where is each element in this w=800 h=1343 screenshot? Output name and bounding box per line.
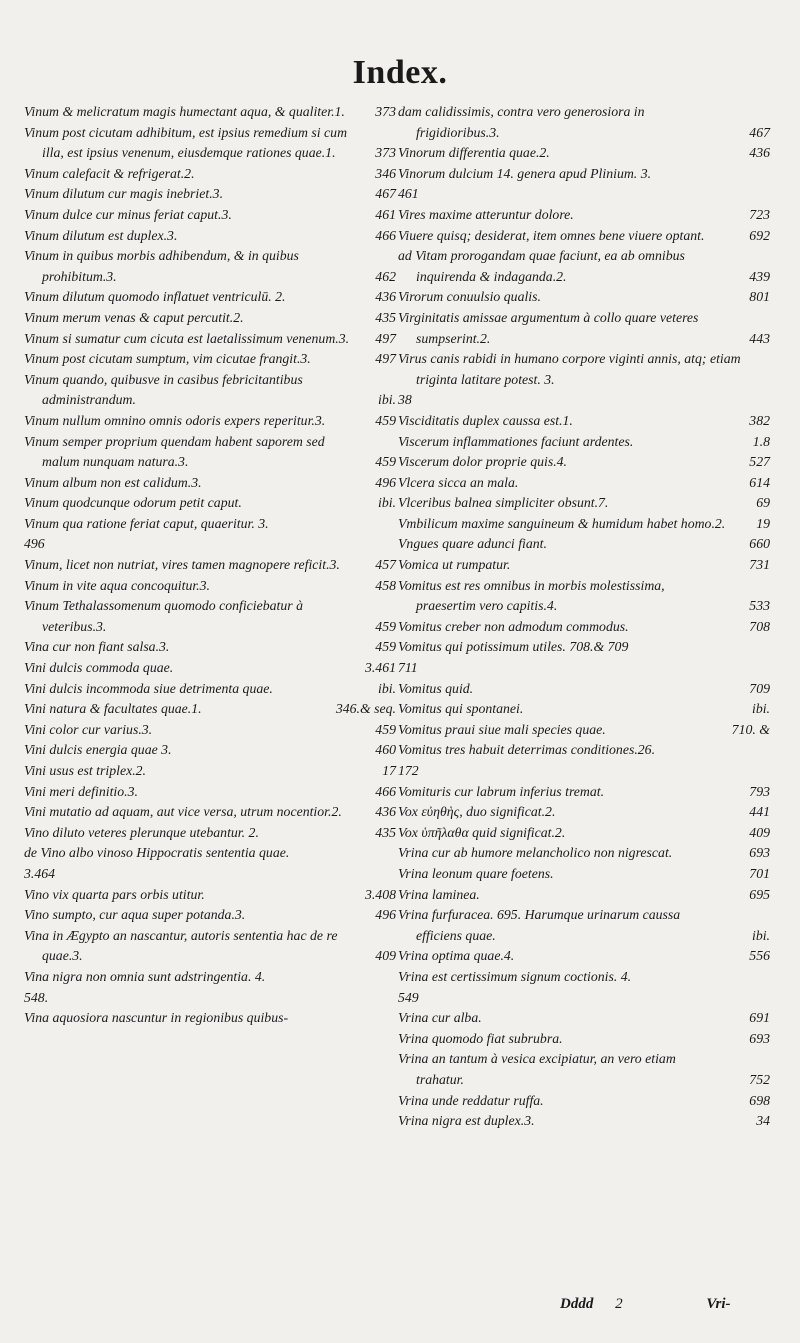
entry-page-ref: 17 [382,763,396,778]
entry-page-ref: 497 [375,351,396,367]
entry-text: de Vino albo vinoso Hippocratis sententia quae. [24,845,290,861]
index-entry [24,246,396,287]
index-entry [398,1029,770,1050]
index-entry [398,473,770,494]
entry-text: Vino vix quarta pars orbis utitur. [24,886,205,902]
entry-text: Vrina leonum quare foetens. [398,865,554,881]
entry-text: ad Vitam prorogandam quae faciunt, ea ab omnibus inquirenda & indaganda.2. [398,248,685,284]
entry-text: Viscerum inflammationes faciunt ardentes. [398,433,634,449]
index-entry [398,885,770,906]
entry-page-ref: 723 [749,206,770,222]
entry-text: Vomituris cur labrum inferius tremat. [398,783,605,799]
entry-text: Vinum, licet non nutriat, vires tamen magnopere reficit.3. [24,557,340,573]
index-entry [24,740,396,761]
index-entry [398,576,770,617]
index-entry [24,123,396,164]
entry-text: Vlceribus balnea simpliciter obsunt.7. [398,495,609,511]
entry-text: Vinum si sumatur cum cicuta est laetalissimum venenum.3. [24,330,350,346]
entry-page-ref: 373 [375,145,396,161]
entry-page-ref: 3.408 [364,886,396,902]
entry-page-ref: 461 [398,186,419,202]
entry-text: Vina aquosiora nascuntur in regionibus quibus- [24,1010,289,1026]
entry-page-ref: 346.& seq. [335,701,396,717]
index-entry [24,576,396,597]
entry-page-ref: 467 [375,186,396,202]
entry-page-ref: 435 [375,824,396,840]
index-entry [398,432,770,453]
signature-mark: Dddd [560,1296,594,1312]
entry-text: Vinum nullum omnino omnis odoris expers reperitur.3. [24,412,326,428]
entry-page-ref: 466 [375,227,396,243]
entry-page-ref: 496 [375,907,396,923]
index-entry [24,370,396,411]
index-entry [24,843,396,884]
entry-text: Vrina est certissimum signum coctionis. 4. [398,968,632,984]
index-column-left [24,102,396,1029]
entry-page-ref: 698 [749,1092,770,1108]
index-entry [24,905,396,926]
index-entry [24,226,396,247]
index-entry [398,905,770,946]
index-entry [24,102,396,123]
index-entry [24,184,396,205]
entry-text: Vini dulcis commoda quae. [24,660,174,676]
entry-page-ref: 462 [375,268,396,284]
entry-page-ref: 695 [749,886,770,902]
entry-page-ref: 34 [756,1113,770,1129]
entry-text: Vinum qua ratione feriat caput, quaeritur. 3. [24,515,269,531]
index-entry [398,1111,770,1132]
catchword: Vri- [706,1296,731,1312]
index-entry [398,802,770,823]
index-entry [398,308,770,349]
entry-page-ref: 496 [375,474,396,490]
index-entry [398,1008,770,1029]
entry-text: Vrina quomodo fiat subrubra. [398,1030,563,1046]
entry-text: Vina in Ægypto an nascantur, autoris sententia hac de re quae.3. [24,927,338,964]
entry-text: Vrina furfuracea. 695. Harumque urinarum caussa efficiens quae. [398,907,681,943]
entry-text: Vox εὐηθὴς, duo significat.2. [398,804,556,820]
index-entry [24,596,396,637]
index-entry [24,329,396,350]
signature-number: 2 [615,1296,623,1312]
entry-page-ref: 710. & [731,721,770,737]
index-entry [398,617,770,638]
entry-text: dam calidissimis, contra vero generosiora in frigidioribus.3. [398,104,645,140]
entry-page-ref: 692 [749,227,770,243]
index-entry [24,885,396,906]
index-entry [398,205,770,226]
entry-page-ref: 459 [375,412,396,428]
entry-page-ref: ibi. [377,680,396,696]
entry-page-ref: 459 [375,454,396,470]
entry-page-ref: 711 [398,660,418,676]
entry-text: Vini usus est triplex.2. [24,763,146,778]
index-entry [24,761,396,782]
index-entry [24,514,396,555]
index-entry [24,205,396,226]
entry-page-ref: 549 [398,989,419,1005]
entry-text: Vini dulcis incommoda siue detrimenta quae. [24,680,273,696]
entry-page-ref: 459 [375,721,396,737]
index-entry [398,740,770,781]
entry-text: Virginitatis amissae argumentum à collo quare veteres sumpserint.2. [398,309,699,346]
entry-text: Vina nigra non omnia sunt adstringentia. 4. [24,968,266,984]
entry-page-ref: 436 [375,289,396,305]
entry-page-ref: 459 [375,618,396,634]
entry-text: Vinum calefacit & refrigerat.2. [24,165,195,181]
entry-text: Vinorum differentia quae.2. [398,145,550,161]
entry-text: Vrina nigra est duplex.3. [398,1113,535,1129]
index-entry [24,411,396,432]
index-entry [398,102,770,143]
entry-text: Vrina laminea. [398,886,480,902]
index-entry [24,637,396,658]
entry-text: Vini meri definitio.3. [24,783,138,799]
entry-page-ref: 701 [749,865,770,881]
entry-text: Vinum merum venas & caput percutit.2. [24,309,244,325]
entry-page-ref: 533 [749,598,770,614]
entry-page-ref: 496 [24,536,45,552]
entry-text: Vini color cur varius.3. [24,721,153,737]
entry-page-ref: ibi. [377,495,396,511]
index-entry [24,782,396,803]
index-entry [398,1049,770,1090]
index-entry [398,349,770,411]
index-entry [24,658,396,679]
entry-text: Vomitus quid. [398,680,474,696]
entry-page-ref: 346 [375,165,396,181]
entry-page-ref: 172 [398,763,419,778]
entry-page-ref: 693 [749,845,770,861]
entry-text: Vinum dilutum quomodo inflatuet ventriculū. 2. [24,289,286,305]
index-entry [398,823,770,844]
entry-page-ref: 556 [749,948,770,964]
index-entry [398,699,770,720]
entry-page-ref: 1.8 [752,433,770,449]
entry-text: Vrina an tantum à vesica excipiatur, an vero etiam trahatur. [398,1051,676,1087]
entry-page-ref: ibi. [751,701,770,717]
entry-page-ref: 548. [24,989,49,1005]
index-entry [24,555,396,576]
index-entry [24,926,396,967]
page-title: Index. [352,54,448,91]
entry-text: Vinum Tethalassomenum quomodo conficiebatur à veteribus.3. [24,598,303,634]
entry-text: Vino sumpto, cur aqua super potanda.3. [24,907,246,923]
entry-text: Vinum post cicutam sumptum, vim cicutae frangit.3. [24,351,311,367]
entry-text: Vinum in quibus morbis adhibendum, & in quibus prohibitum.3. [24,248,299,284]
index-entry [398,720,770,741]
index-column-right [398,102,770,1132]
index-entry [398,946,770,967]
index-entry [24,432,396,473]
index-entry [398,287,770,308]
index-entry [24,493,396,514]
entry-text: Vinorum dulcium 14. genera apud Plinium. 3. [398,165,652,181]
index-entry [398,782,770,803]
entry-page-ref: 731 [749,557,770,573]
entry-page-ref: 382 [749,412,770,428]
entry-page-ref: 409 [375,948,396,964]
index-entry [24,802,396,823]
index-entry [24,1008,396,1029]
index-entry [398,493,770,514]
index-entry [398,246,770,287]
entry-page-ref: 436 [375,804,396,820]
entry-text: Vomitus qui spontanei. [398,701,524,717]
entry-text: Vngues quare adunci fiant. [398,536,547,552]
entry-text: Vini mutatio ad aquam, aut vice versa, utrum nocentior.2. [24,804,342,820]
entry-text: Vino diluto veteres plerunque utebantur. 2. [24,824,259,840]
index-entry [398,555,770,576]
entry-text: Vrina unde reddatur ruffa. [398,1092,544,1108]
entry-page-ref: 3.464 [24,865,56,881]
entry-text: Vomitus tres habuit deterrimas conditiones.26. [398,742,656,758]
index-entry [398,967,770,1008]
entry-page-ref: 19 [756,515,770,531]
entry-page-ref: 752 [749,1071,770,1087]
entry-page-ref: 435 [375,309,396,325]
entry-page-ref: 691 [749,1010,770,1026]
entry-text: Vinum dilutum cur magis inebriet.3. [24,186,224,202]
entry-page-ref: 443 [749,330,770,346]
entry-page-ref: 793 [749,783,770,799]
entry-text: Vomitus est res omnibus in morbis molestissima, praesertim vero capitis.4. [398,577,665,614]
entry-text: Vomitus praui siue mali species quae. [398,721,606,737]
entry-page-ref: 660 [749,536,770,552]
entry-text: Vini natura & facultates quae.1. [24,701,202,717]
entry-text: Visciditatis duplex caussa est.1. [398,412,573,428]
entry-page-ref: 439 [749,268,770,284]
index-entry [398,164,770,205]
entry-page-ref: 457 [375,557,396,573]
entry-text: Vomitus creber non admodum commodus. [398,618,629,634]
entry-page-ref: 708 [749,618,770,634]
entry-text: Vomica ut rumpatur. [398,557,511,573]
entry-text: Virorum conuulsio qualis. [398,289,541,305]
entry-page-ref: 409 [749,824,770,840]
entry-page-ref: 3.461 [364,660,396,676]
entry-text: Viscerum dolor proprie quis.4. [398,454,568,470]
entry-page-ref: 527 [749,454,770,470]
index-entry [24,349,396,370]
entry-text: Vrina cur ab humore melancholico non nigrescat. [398,845,673,861]
entry-page-ref: 441 [749,804,770,820]
entry-text: Vinum post cicutam adhibitum, est ipsius remedium si cum illa, est ipsius venenum, eiusdemque rationes quae.1. [24,124,348,161]
index-entry [398,226,770,247]
index-entry [24,679,396,700]
index-entry [24,287,396,308]
entry-text: Vmbilicum maxime sanguineum & humidum habet homo.2. [398,515,726,531]
entry-page-ref: 466 [375,783,396,799]
index-entry [398,1091,770,1112]
index-entry [398,534,770,555]
entry-text: Vina cur non fiant salsa.3. [24,639,170,655]
entry-text: Vox ὑπῆλαθα quid significat.2. [398,824,566,840]
entry-page-ref: 614 [749,474,770,490]
entry-text: Vomitus qui potissimum utiles. 708.& 709 [398,639,629,655]
entry-page-ref: 458 [375,577,396,593]
entry-text: Vinum in vite aqua concoquitur.3. [24,577,210,593]
index-entry [398,679,770,700]
index-entry [24,164,396,185]
index-entry [398,843,770,864]
entry-text: Vinum dilutum est duplex.3. [24,227,178,243]
index-entry [398,143,770,164]
entry-text: Vinum dulce cur minus feriat caput.3. [24,206,232,222]
entry-page-ref: 460 [375,742,396,758]
index-entry [398,637,770,678]
entry-text: Vrina optima quae.4. [398,948,515,964]
entry-text: Vini dulcis energia quae 3. [24,742,172,758]
entry-page-ref: ibi. [377,392,396,408]
entry-page-ref: 436 [749,145,770,161]
entry-page-ref: 459 [375,639,396,655]
entry-text: Vinum & melicratum magis humectant aqua, & qualiter.1. [24,104,345,119]
entry-page-ref: 801 [749,289,770,305]
entry-page-ref: 373 [375,104,396,119]
entry-page-ref: ibi. [751,927,770,943]
entry-text: Vrina cur alba. [398,1010,482,1026]
entry-page-ref: 497 [375,330,396,346]
index-entry [24,720,396,741]
entry-text: Virus canis rabidi in humano corpore viginti annis, atq; etiam triginta latitare potest. 3. [398,351,741,387]
index-entry [24,823,396,844]
index-entry [398,514,770,535]
entry-text: Vinum quando, quibusve in casibus febricitantibus administrandum. [24,371,303,408]
index-entry [398,864,770,885]
entry-text: Vinum semper proprium quendam habent saporem sed malum nunquam natura.3. [24,433,325,470]
entry-text: Viuere quisq; desiderat, item omnes bene viuere optant. [398,227,705,243]
index-entry [398,452,770,473]
entry-text: Vires maxime atteruntur dolore. [398,206,574,222]
page-footer [560,1296,800,1313]
entry-text: Vlcera sicca an mala. [398,474,519,490]
entry-page-ref: 693 [749,1030,770,1046]
entry-text: Vinum album non est calidum.3. [24,474,202,490]
entry-page-ref: 38 [398,392,412,408]
entry-text: Vinum quodcunque odorum petit caput. [24,495,242,511]
index-entry [24,699,396,720]
entry-page-ref: 709 [749,680,770,696]
index-entry [398,411,770,432]
entry-page-ref: 69 [756,495,770,511]
entry-page-ref: 467 [749,124,770,140]
entry-page-ref: 461 [375,206,396,222]
index-entry [24,967,396,1008]
index-entry [24,473,396,494]
index-entry [24,308,396,329]
